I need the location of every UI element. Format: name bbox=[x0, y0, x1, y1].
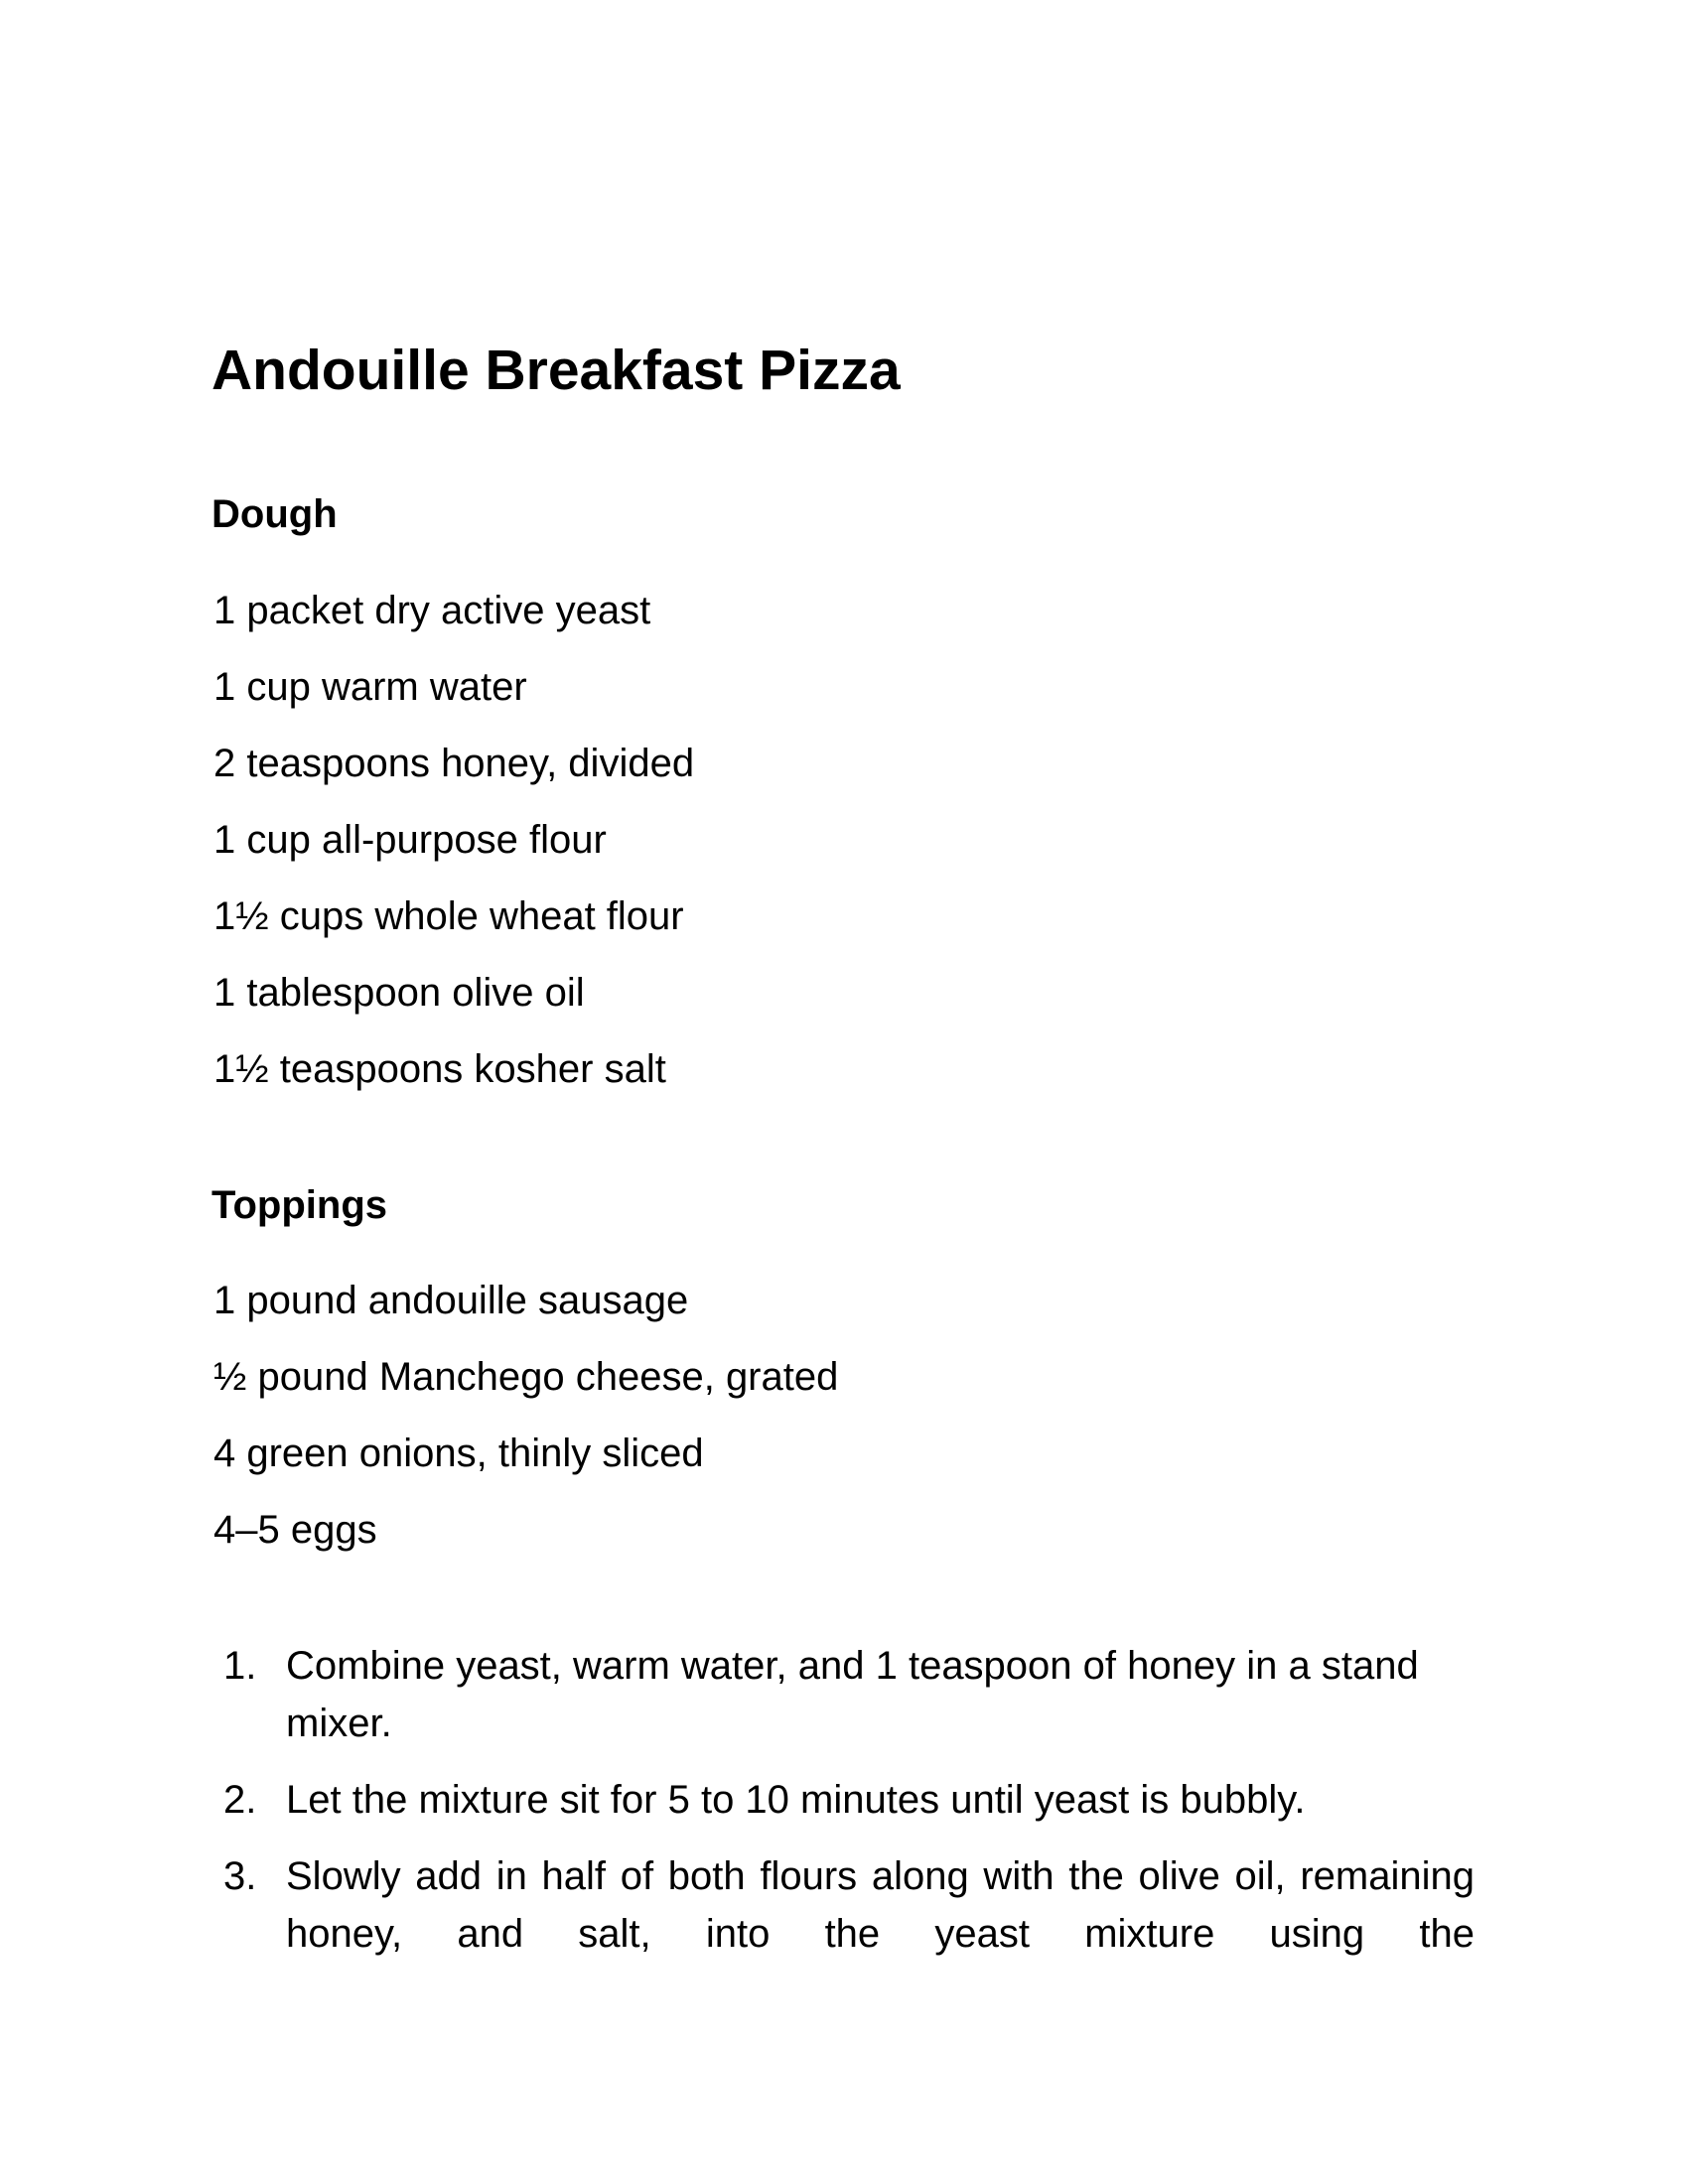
step-text: Slowly add in half of both flours along with the olive oil, remaining honey, and salt, into the yeast mixture using the bbox=[286, 1854, 1475, 1956]
ingredient-item: 4–5 eggs bbox=[213, 1508, 377, 1552]
ingredient-item: 1½ teaspoons kosher salt bbox=[213, 1047, 666, 1091]
toppings-heading: Toppings bbox=[211, 1183, 387, 1227]
step-number: 3. bbox=[223, 1854, 257, 1898]
instruction-step bbox=[211, 1847, 1475, 1963]
step-text: Let the mixture sit for 5 to 10 minutes until yeast is bubbly. bbox=[286, 1778, 1306, 1822]
step-number: 2. bbox=[223, 1778, 257, 1822]
ingredient-item: 1 pound andouille sausage bbox=[213, 1279, 689, 1322]
dough-ingredient-list bbox=[213, 583, 694, 1118]
step-number: 1. bbox=[223, 1644, 257, 1688]
instruction-step bbox=[211, 1637, 1475, 1752]
ingredient-item: 1 tablespoon olive oil bbox=[213, 971, 585, 1015]
ingredient-item: 1 cup all-purpose flour bbox=[213, 818, 607, 862]
ingredient-item: ½ pound Manchego cheese, grated bbox=[213, 1355, 839, 1399]
toppings-ingredient-list bbox=[213, 1273, 838, 1578]
ingredient-item: 1 packet dry active yeast bbox=[213, 589, 651, 632]
instruction-steps bbox=[211, 1637, 1475, 1981]
step-text: Combine yeast, warm water, and 1 teaspoon of honey in a stand mixer. bbox=[286, 1644, 1419, 1745]
ingredient-item: 4 green onions, thinly sliced bbox=[213, 1432, 704, 1475]
ingredient-item: 2 teaspoons honey, divided bbox=[213, 742, 695, 785]
ingredient-item: 1 cup warm water bbox=[213, 665, 527, 709]
instruction-step bbox=[211, 1771, 1475, 1829]
recipe-title: Andouille Breakfast Pizza bbox=[211, 339, 901, 402]
dough-heading: Dough bbox=[211, 492, 338, 536]
ingredient-item: 1½ cups whole wheat flour bbox=[213, 894, 684, 938]
